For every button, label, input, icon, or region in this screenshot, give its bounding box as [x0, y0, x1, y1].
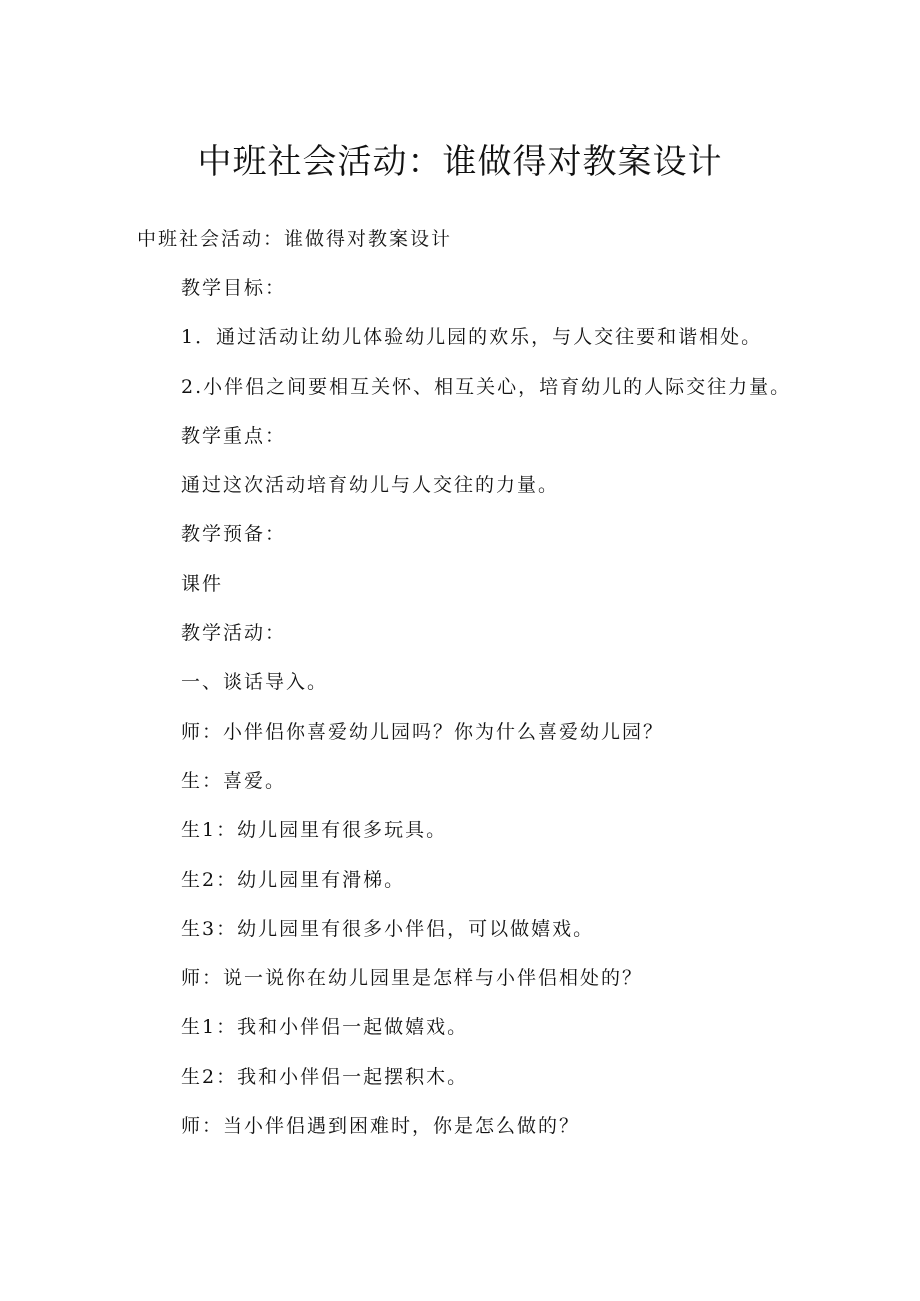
paragraph-line: 课件 [181, 572, 224, 595]
paragraph-line: 一、谈话导入。 [181, 671, 329, 694]
document-title: 中班社会活动：谁做得对教案设计 [197, 142, 723, 182]
paragraph-line: 生2：幼儿园里有滑梯。 [181, 868, 406, 891]
paragraph-line: 师：当小伴侣遇到困难时，你是怎么做的？ [181, 1115, 581, 1138]
paragraph-line: 2.小伴侣之间要相互关怀、相互关心，培育幼儿的人际交往力量。 [181, 375, 792, 398]
paragraph-line: 师：说一说你在幼儿园里是怎样与小伴侣相处的？ [181, 967, 644, 990]
document-body [181, 274, 791, 1161]
paragraph-line: 通过这次活动培育幼儿与人交往的力量。 [181, 474, 560, 497]
paragraph-line: 生：喜爱。 [181, 769, 287, 792]
paragraph-line: 1．通过活动让幼儿体验幼儿园的欢乐，与人交往要和谐相处。 [181, 326, 763, 349]
paragraph-line: 生1：我和小伴侣一起做嬉戏。 [181, 1016, 469, 1039]
paragraph-line: 生2：我和小伴侣一起摆积木。 [181, 1065, 469, 1088]
paragraph-line: 教学活动： [181, 622, 287, 645]
paragraph-line: 生3：幼儿园里有很多小伴侣，可以做嬉戏。 [181, 917, 595, 940]
paragraph-line: 教学预备： [181, 523, 287, 546]
paragraph-line: 教学目标： [181, 277, 287, 299]
paragraph-line: 师：小伴侣你喜爱幼儿园吗？你为什么喜爱幼儿园？ [181, 720, 665, 743]
paragraph-line: 生1：幼儿园里有很多玩具。 [181, 819, 448, 842]
paragraph-line: 教学重点： [181, 424, 287, 447]
document-subtitle: 中班社会活动：谁做得对教案设计 [137, 228, 453, 250]
